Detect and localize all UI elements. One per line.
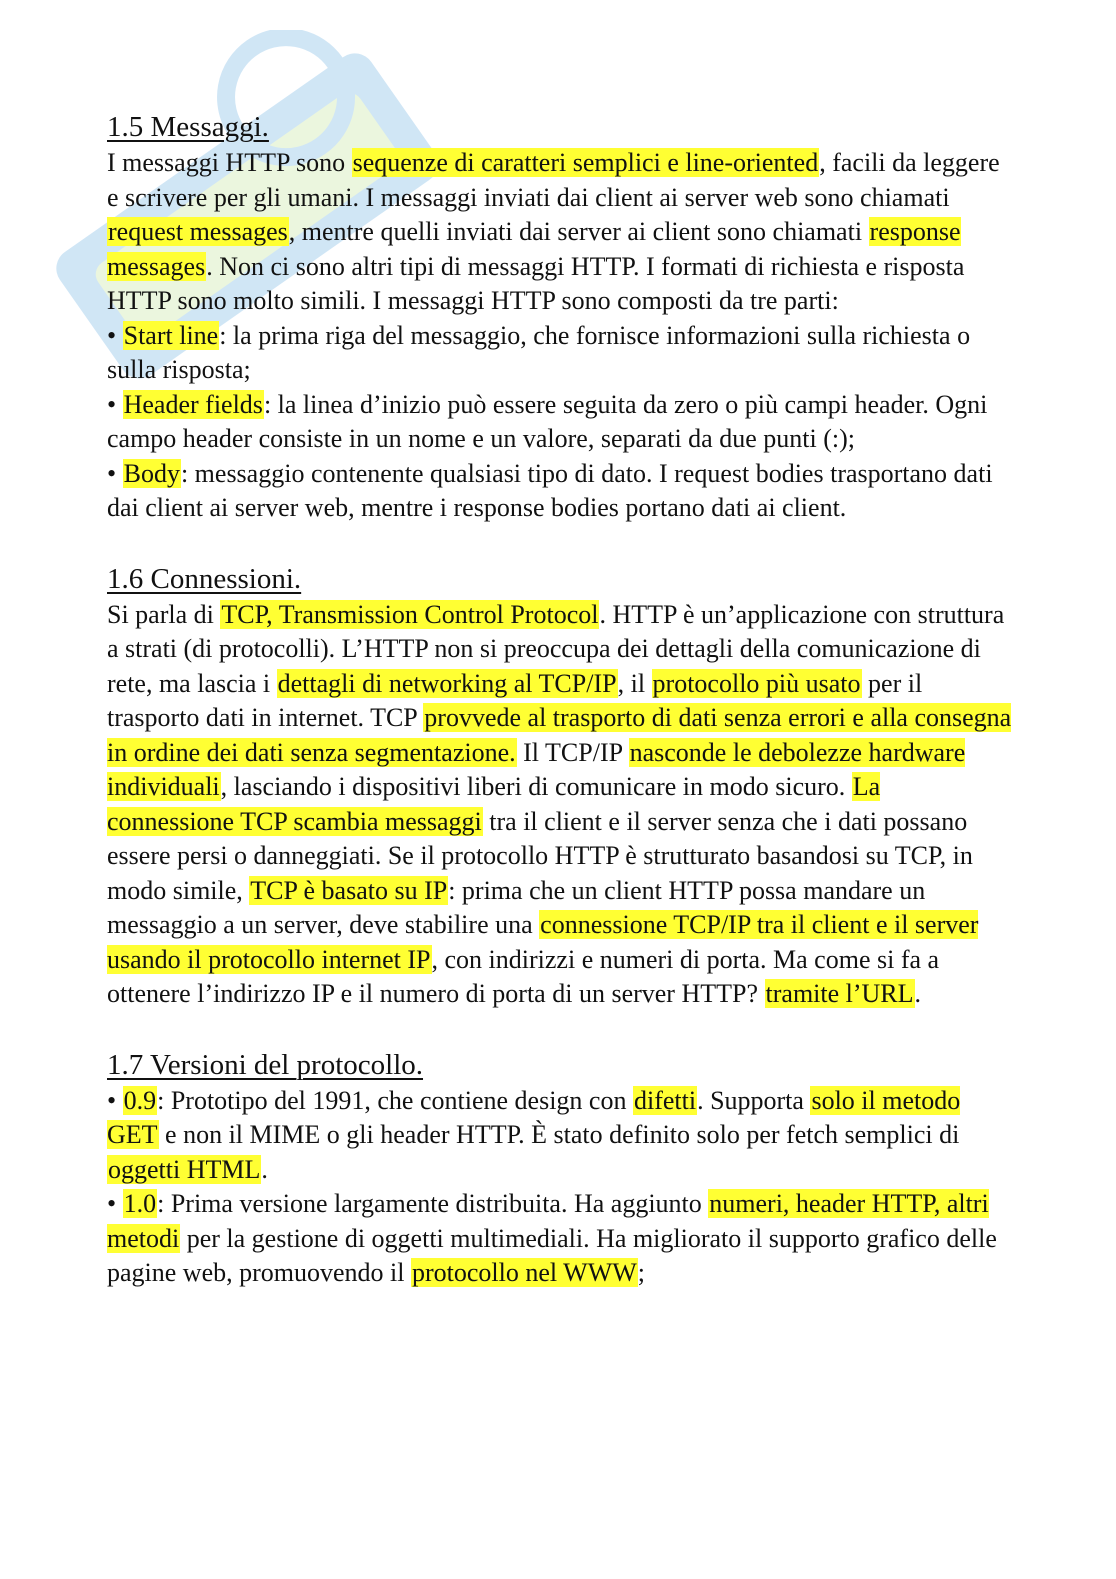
text-run: , il [617, 668, 652, 698]
highlighted-text: connessione TCP/IP tra il client e il server usando il protocollo internet IP [107, 910, 979, 974]
highlighted-text: oggetti HTML [108, 1154, 261, 1184]
text-run: : la linea d’inizio può essere seguita da zero o più campi header. Ogni campo header consiste in un nome e un valore, separati da due punti (:); [107, 389, 988, 453]
section-heading: 1.6 Connessioni. [107, 562, 302, 595]
section-1 [107, 108, 1012, 526]
text-run: : prima che un client HTTP possa mandare un messaggio a un server, deve stabilire una [107, 875, 926, 939]
highlighted-text: request messages [108, 217, 288, 246]
text-run: per il trasporto dati in internet. TCP [107, 668, 923, 732]
text-run: • [107, 458, 123, 488]
paragraph [107, 598, 1012, 1012]
text-run: e non il MIME o gli header HTTP. È stato definito solo per fetch semplici di [158, 1120, 960, 1149]
text-run: , con indirizzi e numeri di porta. Ma come si fa a ottenere l’indirizzo IP e il numero di porta di un server HTTP? [107, 944, 940, 1008]
text-run: • [107, 320, 123, 350]
highlighted-text: provvede al trasporto di dati senza errori e alla consegna in ordine dei dati senza segmentazione. [107, 703, 1012, 767]
highlighted-text: dettagli di networking al TCP/IP [277, 668, 617, 698]
highlighted-text: solo il metodo GET [107, 1085, 961, 1149]
highlighted-text: numeri, header HTTP, altri metodi [107, 1189, 989, 1253]
text-run: , mentre quelli inviati dai server ai client sono chiamati [288, 217, 869, 246]
highlighted-text: tramite l’URL [765, 979, 914, 1008]
text-run: , facili da leggere e scrivere per gli umani. I messaggi inviati dai client ai server web sono chiamati [107, 148, 1000, 212]
bullet-item [107, 1084, 1012, 1188]
bullet-item [107, 457, 1012, 526]
highlighted-text: La connessione TCP scambia messaggi [107, 772, 881, 836]
text-run: . HTTP è un’applicazione con struttura a strati (di protocolli). L’HTTP non si preoccupa dei dettagli della comunicazione di rete, ma lascia i [107, 599, 1005, 698]
highlighted-text: Body [123, 458, 180, 488]
highlighted-text: 1.0 [123, 1189, 157, 1218]
section-heading: 1.7 Versioni del protocollo. [107, 1048, 424, 1081]
text-run: I messaggi HTTP sono [107, 148, 352, 177]
highlighted-text: Header fields [123, 389, 263, 419]
section-3 [107, 1046, 1012, 1291]
highlighted-text: nasconde le debolezze hardware individuali [107, 737, 966, 801]
text-run: : Prima versione largamente distribuita. Ha aggiunto [157, 1189, 709, 1218]
text-run: per la gestione di oggetti multimediali. Ha migliorato il supporto grafico delle pagine web, promuovendo il [107, 1223, 997, 1287]
text-run: . [261, 1154, 268, 1184]
text-run: : la prima riga del messaggio, che fornisce informazioni sulla richiesta o sulla risposta; [107, 320, 971, 384]
text-run: . [914, 979, 922, 1008]
highlighted-text: TCP è basato su IP [250, 875, 448, 905]
text-run: . Non ci sono altri tipi di messaggi HTTP. I formati di richiesta e risposta HTTP sono molto simili. I messaggi HTTP sono composti da tre parti: [107, 251, 965, 315]
section-2 [107, 560, 1012, 1012]
highlighted-text: sequenze di caratteri semplici e line-oriented [352, 148, 819, 177]
text-run: : Prototipo del 1991, che contiene design con [157, 1085, 633, 1115]
text-run: Il TCP/IP [516, 737, 629, 767]
paragraph [107, 146, 1012, 319]
text-run: : messaggio contenente qualsiasi tipo di dato. I request bodies trasportano dati dai client ai server web, mentre i response bodies portano dati ai client. [107, 458, 993, 522]
bullet-item [107, 1187, 1012, 1291]
text-run: • [107, 1189, 123, 1218]
text-run: • [107, 1085, 123, 1115]
bullet-item [107, 319, 1012, 388]
highlighted-text: Start line [123, 320, 219, 350]
highlighted-text: protocollo più usato [652, 668, 861, 698]
highlighted-text: difetti [633, 1085, 697, 1115]
document-page [107, 108, 1012, 1325]
section-heading: 1.5 Messaggi. [107, 111, 269, 143]
text-run: tra il client e il server senza che i dati possano essere persi o danneggiati. Se il protocollo HTTP è strutturato basandosi su TCP, in modo simile, [107, 806, 973, 905]
text-run: Si parla di [107, 599, 221, 629]
highlighted-text: 0.9 [123, 1085, 157, 1115]
highlighted-text: response messages [107, 217, 961, 281]
text-run: , lasciando i dispositivi liberi di comunicare in modo sicuro. [220, 772, 852, 801]
bullet-item [107, 388, 1012, 457]
highlighted-text: TCP, Transmission Control Protocol [221, 599, 599, 629]
text-run: • [107, 389, 123, 419]
text-run: ; [637, 1258, 646, 1287]
text-run: . Supporta [697, 1085, 811, 1115]
highlighted-text: protocollo nel WWW [412, 1258, 637, 1287]
